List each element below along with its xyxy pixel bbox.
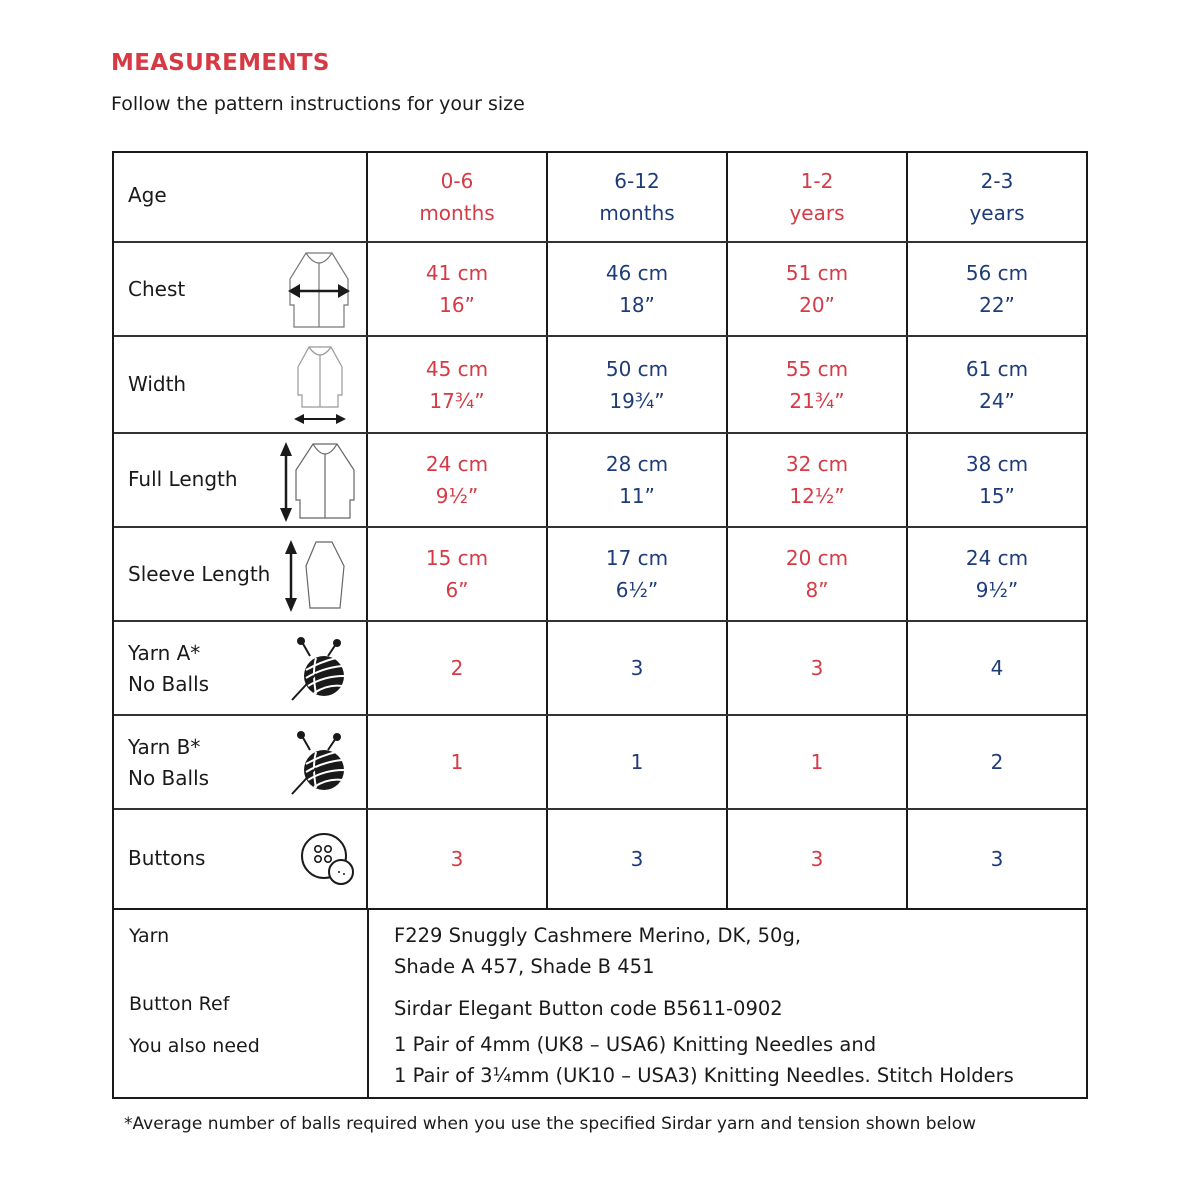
value-cm: 55 cm <box>785 356 849 381</box>
row-label: Width <box>128 372 187 396</box>
value-count: 3 <box>990 847 1004 871</box>
page-title: MEASUREMENTS <box>111 50 330 76</box>
page-subtitle: Follow the pattern instructions for your size <box>111 93 525 115</box>
age-label: Age <box>128 183 167 207</box>
value-cm: 45 cm <box>425 356 489 381</box>
value-cell <box>548 243 728 335</box>
value-count: 4 <box>990 656 1004 680</box>
value-in: 18” <box>619 293 655 317</box>
value-in: 6½” <box>615 578 659 602</box>
value-cm: 28 cm <box>605 452 669 476</box>
measurements-table <box>112 151 1088 910</box>
yarn-ball-icon <box>290 636 348 702</box>
table-row-width <box>114 337 1086 434</box>
value-cell <box>548 716 728 808</box>
value-count: 1 <box>630 750 644 774</box>
value-count: 3 <box>450 847 464 871</box>
row-label-cell <box>114 716 368 808</box>
materials-divider <box>367 908 369 1097</box>
table-row-yarn-a <box>114 622 1086 716</box>
row-label <box>128 638 209 700</box>
value-count: 3 <box>630 656 644 680</box>
value-cell <box>908 622 1086 714</box>
value-cell <box>548 528 728 620</box>
cardigan-length-icon <box>278 440 360 524</box>
size-range: 2-3 <box>980 169 1014 193</box>
row-label-line1: Yarn A* <box>128 641 201 665</box>
value-cm: 38 cm <box>965 452 1029 476</box>
yarn-value-line1: F229 Snuggly Cashmere Merino, DK, 50g, <box>394 924 802 947</box>
also-need-line1: 1 Pair of 4mm (UK8 – USA6) Knitting Needles and <box>394 1033 877 1056</box>
value-in: 15” <box>979 484 1015 508</box>
value-count: 2 <box>990 750 1004 774</box>
value-cell <box>908 810 1086 908</box>
table-row-full-length <box>114 434 1086 528</box>
value-count: 3 <box>810 847 824 871</box>
row-label-cell <box>114 243 368 335</box>
value-in: 20” <box>799 293 835 317</box>
row-label: Full Length <box>128 467 238 491</box>
value-in: 8” <box>805 578 829 602</box>
also-need-label: You also need <box>129 1035 260 1057</box>
value-in: 17¾” <box>429 388 485 413</box>
value-cm: 20 cm <box>785 546 849 570</box>
size-header-1 <box>548 153 728 241</box>
value-cell <box>728 528 908 620</box>
value-cm: 32 cm <box>785 452 849 476</box>
value-count: 1 <box>450 750 464 774</box>
value-in: 24” <box>979 388 1015 413</box>
value-cell <box>368 528 548 620</box>
value-cm: 24 cm <box>965 546 1029 570</box>
value-cell <box>728 243 908 335</box>
value-cell <box>548 810 728 908</box>
sleeve-length-icon <box>282 538 348 614</box>
size-range: 1-2 <box>800 169 834 193</box>
value-cell <box>908 243 1086 335</box>
table-row-chest <box>114 243 1086 337</box>
value-cm: 41 cm <box>425 261 489 285</box>
row-label: Buttons <box>128 846 206 870</box>
button-ref-label: Button Ref <box>129 993 230 1015</box>
value-cell <box>368 434 548 526</box>
table-row-buttons <box>114 810 1086 908</box>
value-in: 16” <box>439 293 475 317</box>
value-cell <box>368 243 548 335</box>
value-cell <box>728 622 908 714</box>
value-cell <box>368 622 548 714</box>
value-cell <box>728 337 908 432</box>
materials-section <box>112 908 1088 1099</box>
table-row-yarn-b <box>114 716 1086 810</box>
value-cell <box>368 716 548 808</box>
size-header-0 <box>368 153 548 241</box>
size-header-2 <box>728 153 908 241</box>
value-cm: 17 cm <box>605 546 669 570</box>
table-row-sleeve-length <box>114 528 1086 622</box>
value-count: 3 <box>810 656 824 680</box>
age-header-cell <box>114 153 368 241</box>
value-cell <box>368 337 548 432</box>
table-header-row <box>114 153 1086 243</box>
size-unit: years <box>789 201 845 225</box>
value-cell <box>728 810 908 908</box>
value-cm: 15 cm <box>425 546 489 570</box>
yarn-label: Yarn <box>129 925 170 947</box>
value-cm: 24 cm <box>425 452 489 476</box>
value-in: 6” <box>445 578 469 602</box>
value-count: 1 <box>810 750 824 774</box>
value-count: 2 <box>450 656 464 680</box>
value-cell <box>368 810 548 908</box>
value-cm: 46 cm <box>605 261 669 285</box>
value-in: 21¾” <box>789 388 845 413</box>
value-cell <box>908 434 1086 526</box>
button-icon <box>298 832 358 888</box>
value-cm: 51 cm <box>785 261 849 285</box>
value-in: 9½” <box>975 578 1019 602</box>
value-in: 19¾” <box>609 388 665 413</box>
row-label-line2: No Balls <box>128 672 210 696</box>
row-label: Sleeve Length <box>128 562 271 586</box>
value-cell <box>908 716 1086 808</box>
value-cm: 61 cm <box>965 356 1029 381</box>
row-label-cell <box>114 528 368 620</box>
value-in: 22” <box>979 293 1015 317</box>
size-range: 6-12 <box>614 169 660 193</box>
size-unit: months <box>599 201 675 225</box>
row-label-line2: No Balls <box>128 766 210 790</box>
footnote: *Average number of balls required when you use the specified Sirdar yarn and tension shown below <box>124 1114 977 1134</box>
cardigan-width-icon <box>290 345 352 429</box>
value-cell <box>548 622 728 714</box>
value-cell <box>908 528 1086 620</box>
cardigan-chest-icon <box>284 251 354 329</box>
row-label: Chest <box>128 277 186 301</box>
value-cell <box>548 337 728 432</box>
also-need-line2: 1 Pair of 3¼mm (UK10 – USA3) Knitting Needles. Stitch Holders <box>394 1064 1014 1087</box>
size-header-3 <box>908 153 1086 241</box>
size-range: 0-6 <box>440 169 474 193</box>
row-label-cell <box>114 434 368 526</box>
size-unit: years <box>969 201 1025 225</box>
row-label-cell <box>114 337 368 432</box>
value-in: 12½” <box>789 484 845 508</box>
value-cell <box>548 434 728 526</box>
value-cell <box>908 337 1086 432</box>
row-label-cell <box>114 622 368 714</box>
yarn-ball-icon <box>290 730 348 796</box>
value-in: 9½” <box>435 484 479 508</box>
value-count: 3 <box>630 847 644 871</box>
size-unit: months <box>419 201 495 225</box>
row-label-cell <box>114 810 368 908</box>
row-label <box>128 732 209 794</box>
value-cm: 50 cm <box>605 356 669 381</box>
value-cell <box>728 716 908 808</box>
value-cell <box>728 434 908 526</box>
value-in: 11” <box>619 484 655 508</box>
button-ref-value: Sirdar Elegant Button code B5611-0902 <box>394 997 783 1020</box>
value-cm: 56 cm <box>965 261 1029 285</box>
row-label-line1: Yarn B* <box>128 735 201 759</box>
yarn-value-line2: Shade A 457, Shade B 451 <box>394 955 655 978</box>
